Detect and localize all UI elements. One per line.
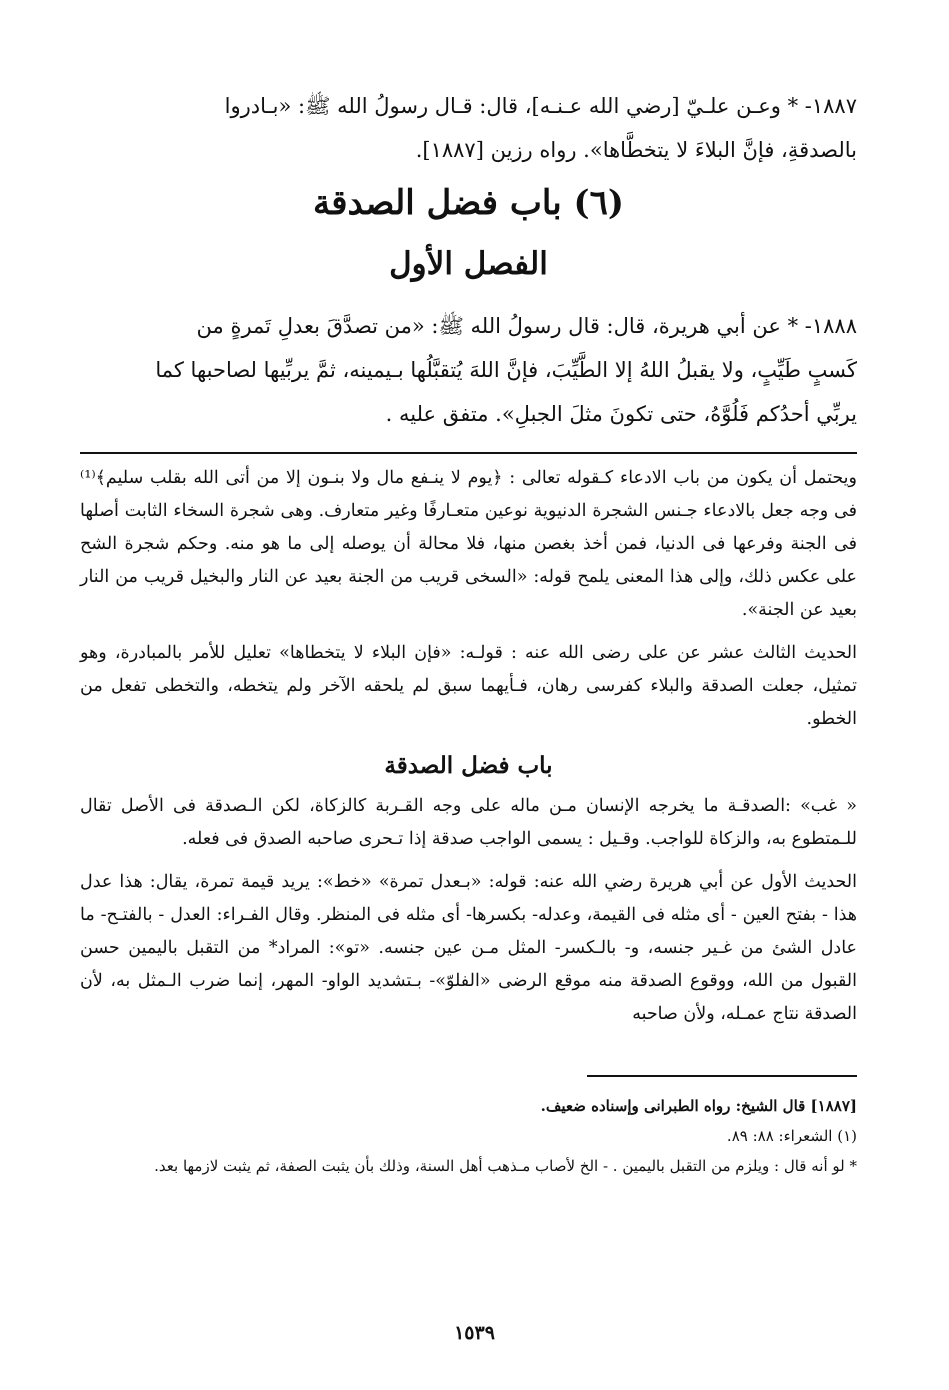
chapter-title: (٦) باب فضل الصدقة <box>313 183 624 223</box>
hadith-line: يربِّي أحدُكم فَلُوَّهُ، حتى تكونَ مثلَ الجبلِ». متفق عليه . <box>385 402 857 426</box>
section-title: الفصل الأول <box>389 246 548 282</box>
commentary-paragraph: الحديث الأول عن أبي هريرة رضي الله عنه: قوله: «بـعدل تمرة» «خط»: يريد قيمة تمرة، يقال: هذا عدل هذا - بفتح العين - أى مثله فى القيمة، وعدله- بكسرها- أى مثله فى المنظر. وقال الفـراء: العدل - بالفتـح- ما عادل الشئ من غـير جنسه، و- بالـكسر- المثل مـن عين جنسه. «تو»: المراد* من التقبل باليمين حسن القبول من الله، ووقوع الصدقة منه موقع الرضى «الفلوّ»- بـتشديد الواو- المهر، إنما ضرب الـمثل به، لأن الصدقة نتاج عمـله، ولأن صاحبه <box>80 872 857 1024</box>
commentary-paragraph: الحديث الثالث عشر عن على رضى الله عنه : قولـه: «فإن البلاء لا يتخطاها» تعليل للأمر بالمبادرة، وهو تمثيل، جعلت الصدقة والبلاء كفرسى رهان، فـأيهما سبق لم يلحقه الآخر ولم يتخطه، والتخطى تفعل من الخطو. <box>80 643 857 729</box>
footnotes <box>80 1091 857 1181</box>
footnote-1887: [١٨٨٧] قال الشيخ: رواه الطبرانى وإسناده ضعيف. <box>540 1097 857 1115</box>
hadith-1888 <box>80 304 857 436</box>
commentary-divider <box>80 452 857 454</box>
commentary-paragraph: « غب» :الصدقـة ما يخرجه الإنسان مـن ماله على وجه القـربة كالزكاة، لكن الـصدقة فى الأصل تقال للـمتطوع به، والزكاة للواجب. وقـيل : يسمى الواجب صدقة إذا تـحرى صاحبه الصدق فى فعله. <box>80 796 857 849</box>
commentary <box>80 462 857 1031</box>
commentary-title: باب فضل الصدقة <box>384 752 553 779</box>
page-number: ١٥٣٩ <box>454 1322 495 1344</box>
hadith-line: بالصدقةِ، فإنَّ البلاءَ لا يتخطَّاها». رواه رزين [١٨٨٧]. <box>415 138 857 162</box>
hadith-line: ١٨٨٧- * وعـن علـيّ [رضي الله عـنـه]، قال: قـال رسولُ الله ﷺ: «بـادروا <box>224 94 857 118</box>
hadith-line: ١٨٨٨- * عن أبي هريرة، قال: قال رسولُ الله ﷺ: «من تصدَّقَ بعدلِ تَمرةٍ من <box>196 314 857 338</box>
hadith-1887 <box>80 84 857 172</box>
footnote-1: (١) الشعراء: ٨٨: ٨٩. <box>726 1127 857 1145</box>
footnote-star: * لو أنه قال : ويلزم من التقبل باليمين . - الخ لأصاب مـذهب أهل السنة، وذلك بأن يثبت الصفة، ثم يثبت لازمها بعد. <box>154 1157 857 1175</box>
hadith-line: كَسبٍ طَيِّبٍ، ولا يقبلُ اللهُ إلا الطَّيِّبَ، فإنَّ اللهَ يُتقبَّلُها بـيمينه، ثمَّ يربِّيها لصاحبها كما <box>155 358 857 382</box>
footnote-divider <box>587 1075 857 1077</box>
commentary-paragraph: ويحتمل أن يكون من باب الادعاء كـقوله تعالى : ﴿يوم لا ينـفع مال ولا بنـون إلا من أتى الله بقلب سليم﴾⁽¹⁾ فى وجه جعل بالادعاء جـنس الشجرة الدنيوية نوعين متعـارفًا وغير متعارف. وهى شجرة السخاء الثابت أصلها فى الجنة وفرعها فى الدنيا، فمن أخذ بغصن منها، فلا محالة أن يوصله إلى ما هو منه. وحكم شجرة الشح على عكس ذلك، وإلى هذا المعنى يلمح قوله: «السخى قريب من الجنة بعيد عن النار والبخيل قريب من النار بعيد عن الجنة». <box>80 468 857 620</box>
